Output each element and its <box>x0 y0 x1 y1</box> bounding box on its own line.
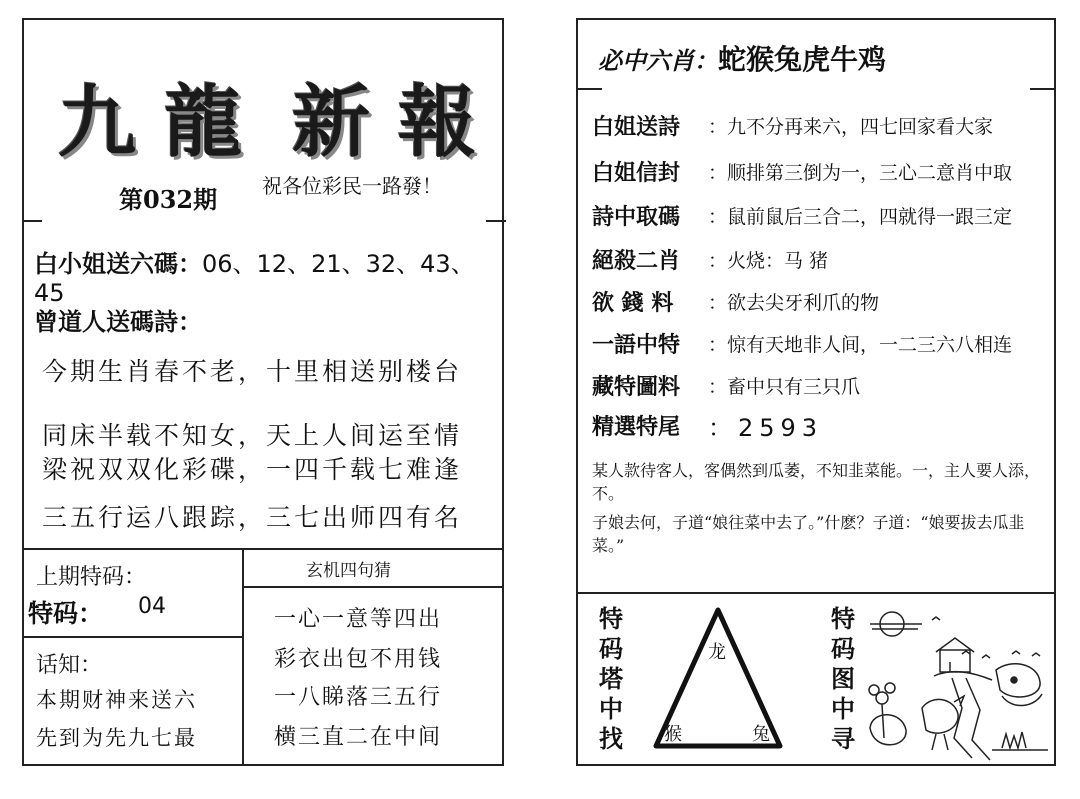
last-code-label: 上期特码： <box>36 565 147 590</box>
taoist-poem-label: 曾道人送碼詩： <box>34 308 202 336</box>
row-value-1: ：九不分再来六，四七回家看大家 <box>708 116 994 138</box>
six-codes-label: 白小姐送六碼： <box>34 250 202 278</box>
riddle-line-2: 先到为先九七最 <box>36 726 197 750</box>
tema-value: 04 <box>138 594 166 619</box>
picture-label-char: 中 <box>831 695 855 723</box>
row-label-6: 一語中特 <box>592 333 681 358</box>
picture-label <box>828 604 858 754</box>
riddle-line-1: 本期财神来送六 <box>36 688 197 712</box>
masthead-char-2: 龍 <box>164 77 245 168</box>
right-newspaper-panel <box>576 18 1056 766</box>
verse-line-2: 彩衣出包不用钱 <box>274 647 443 672</box>
six-zodiac-label: 必中六肖： <box>598 46 718 75</box>
row-value-7: ：畜中只有三只爪 <box>708 376 861 398</box>
triangle-left: 猴 <box>664 724 682 745</box>
row-value-8: ：2593 <box>708 414 824 442</box>
divider <box>24 548 502 550</box>
divider <box>578 88 602 90</box>
six-codes-value: 06、12、21、32、43、45 <box>34 250 475 307</box>
poem-line-1: 今期生肖春不老，十里相送别楼台 <box>42 357 463 386</box>
issue-number: 第032期 <box>119 185 218 214</box>
greeting-text: 祝各位彩民一路發！ <box>262 174 442 198</box>
tower-label-char: 塔 <box>599 665 623 693</box>
row-value-4: ：火烧：马 猪 <box>708 250 829 272</box>
divider <box>22 220 42 222</box>
riddle-sketch-illustration <box>862 598 1052 764</box>
row-label-2: 白姐信封 <box>592 161 681 186</box>
row-label-7: 藏特圖料 <box>592 375 681 400</box>
story-line-2: 子娘去何，子道“娘往菜中去了。”什麽？子道：“娘要拔去瓜韭菜。” <box>592 513 1025 555</box>
masthead-char-3: 新 <box>292 77 373 168</box>
tower-label <box>596 604 626 754</box>
riddle-label: 话知： <box>36 653 103 678</box>
row-label-5: 欲 錢 料 <box>592 291 674 316</box>
row-label-4: 絕殺二肖 <box>592 249 681 274</box>
masthead-char-1: 九 <box>58 77 139 168</box>
tema-label: 特码： <box>28 599 104 628</box>
tower-label-char: 中 <box>599 695 623 723</box>
verse-line-1: 一心一意等四出 <box>274 607 443 632</box>
triangle-top: 龙 <box>708 642 726 663</box>
poem-line-3: 梁祝双双化彩碟，一四千载七难逢 <box>42 455 463 484</box>
row-label-8: 精選特尾 <box>592 415 681 440</box>
divider <box>242 548 244 766</box>
poem-line-2: 同床半载不知女，天上人间运至情 <box>42 421 463 450</box>
divider <box>578 592 1056 594</box>
tower-label-char: 码 <box>599 635 623 663</box>
picture-label-char: 图 <box>831 665 855 693</box>
masthead-char-4: 報 <box>398 77 479 168</box>
picture-label-char: 特 <box>831 605 855 633</box>
left-newspaper-panel <box>22 18 504 766</box>
story-line-1: 某人款待客人，客偶然到瓜萎，不知韭菜能。一，主人要人添，不。 <box>592 461 1041 503</box>
verse-line-3: 一八睇落三五行 <box>274 685 443 710</box>
row-label-3: 詩中取碼 <box>592 205 681 230</box>
triangle-right: 兔 <box>752 724 770 745</box>
divider <box>24 636 244 638</box>
six-codes-line <box>34 244 502 307</box>
row-value-2: ：顺排第三倒为一，三心二意肖中取 <box>708 162 1013 184</box>
verse-title: 玄机四句猜 <box>306 561 391 581</box>
tower-label-char: 找 <box>599 725 623 753</box>
row-value-6: ：惊有天地非人间，一二三六八相连 <box>708 334 1013 356</box>
row-value-5: ：欲去尖牙利爪的物 <box>708 292 880 314</box>
poem-line-4: 三五行运八跟踪，三七出师四有名 <box>42 503 463 532</box>
six-zodiac-value: 蛇猴兔虎牛鸡 <box>718 43 887 76</box>
row-label-1: 白姐送詩 <box>592 115 681 140</box>
divider <box>244 586 502 588</box>
row-value-3: ：鼠前鼠后三合二，四就得一跟三定 <box>708 206 1013 228</box>
tower-label-char: 特 <box>599 605 623 633</box>
divider <box>1030 88 1056 90</box>
verse-line-4: 横三直二在中间 <box>274 725 443 750</box>
picture-label-char: 寻 <box>831 725 855 753</box>
divider <box>486 220 506 222</box>
picture-label-char: 码 <box>831 635 855 663</box>
six-zodiac-line <box>598 38 886 78</box>
